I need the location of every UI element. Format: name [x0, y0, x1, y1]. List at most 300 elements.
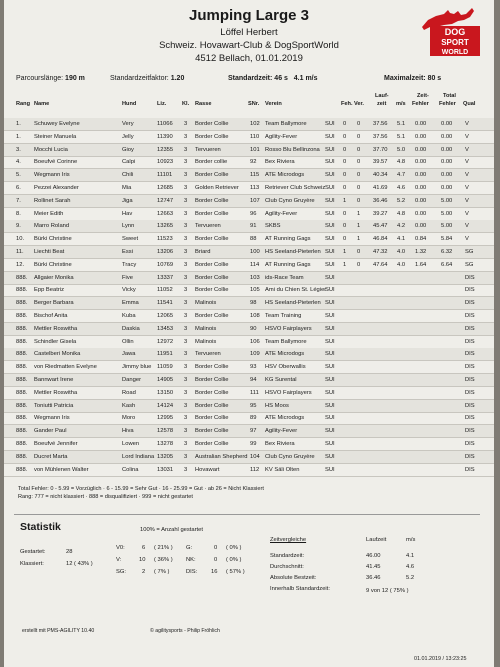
table-row: [4, 451, 494, 464]
class-cell: 3: [184, 377, 188, 383]
name-cell: von Riedmatten Evelyne: [34, 364, 97, 371]
dog-cell: Calpi: [122, 159, 136, 166]
qualification-cell: DIS: [465, 274, 475, 281]
licence-cell: 11101: [157, 172, 173, 179]
start-number-cell: 107: [250, 197, 260, 204]
rang-cell: 5.: [16, 172, 21, 179]
licence-cell: 13150: [157, 389, 174, 396]
qualification-cell: V: [465, 197, 469, 204]
class-cell: 3: [184, 146, 188, 153]
dog-cell: Gioy: [122, 146, 134, 153]
col-zeitfehler-2: Fehler: [412, 101, 429, 107]
dog-cell: Hav: [122, 210, 133, 217]
start-number-cell: 110: [250, 133, 260, 140]
max-time: Maximalzeit: 80 s: [384, 75, 442, 82]
name-cell: Schuwey Evelyne: [34, 121, 80, 127]
percent-note: 100% = Anzahl gestartet: [140, 527, 204, 533]
refusals-cell: 0: [357, 261, 361, 268]
name-cell: Berger Barbara: [34, 300, 74, 307]
speed-cell: 4.7: [397, 172, 406, 179]
qualification-cell: SG: [465, 261, 474, 268]
class-cell: 3: [184, 261, 188, 268]
col-kl: Kl.: [182, 101, 190, 107]
total-fault-cell: 0.00: [441, 172, 453, 179]
run-time-cell: 39.27: [373, 210, 388, 217]
start-number-cell: 115: [250, 172, 260, 179]
start-number-cell: 92: [250, 159, 257, 166]
breed-cell: Tervueren: [195, 351, 221, 358]
breed-cell: Border Collie: [195, 261, 229, 268]
licence-cell: 13265: [157, 223, 174, 230]
refusals-cell: 1: [357, 210, 361, 217]
country-cell: SUI: [325, 287, 335, 294]
rang-cell: 888.: [16, 377, 28, 383]
country-cell: SUI: [325, 133, 335, 140]
name-cell: Schindler Gisela: [34, 338, 77, 345]
table-row: [4, 336, 494, 349]
speed-cell: 4.6: [397, 185, 406, 191]
start-number-cell: 103: [250, 274, 260, 281]
name-cell: Bannwart Irene: [34, 377, 74, 383]
table-row: [4, 220, 494, 233]
rang-cell: 8.: [16, 210, 21, 217]
total-fault-cell: 6.64: [441, 261, 453, 268]
name-cell: Rollinet Sarah: [34, 197, 71, 204]
col-rang: Rang: [16, 101, 30, 107]
col-lauf-1: Lauf-: [375, 93, 389, 99]
club-cell: Ami du Chien St. Légier: [265, 287, 327, 294]
dog-cell: Ollin: [122, 338, 134, 345]
breed-cell: Malinois: [195, 325, 217, 332]
rang-cell: 888.: [16, 402, 28, 409]
speed-cell: 5.0: [397, 146, 406, 153]
licence-cell: 10923: [157, 159, 174, 166]
club-cell: Agility-Fever: [265, 210, 298, 217]
speed-cell: 5.2: [397, 197, 406, 204]
dog-cell: Hiva: [122, 428, 134, 435]
name-cell: Pezzei Alexander: [34, 185, 79, 191]
country-cell: SUI: [325, 185, 335, 191]
bestzeit-label: Absolute Bestzeit:: [270, 575, 317, 581]
breed-cell: Border Collie: [195, 274, 229, 281]
qualification-cell: V: [465, 210, 469, 217]
name-cell: Bürki Christine: [34, 261, 72, 268]
rang-cell: 10.: [16, 236, 25, 243]
class-cell: 3: [184, 453, 188, 460]
col-ver: Ver.: [354, 101, 364, 107]
class-cell: 3: [184, 133, 188, 140]
club-cell: HS Seeland-Pieterlen: [265, 249, 321, 255]
qualification-cell: DIS: [465, 389, 475, 396]
dog-cell: Road: [122, 389, 136, 396]
class-cell: 3: [184, 351, 188, 358]
country-cell: SUI: [325, 236, 335, 243]
time-fault-cell: 1.32: [415, 249, 427, 255]
qualification-cell: V: [465, 172, 469, 179]
refusals-cell: 0: [357, 146, 361, 153]
total-fault-cell: 5.84: [441, 236, 453, 243]
name-cell: Gander Paul: [34, 428, 67, 435]
dog-cell: Mia: [122, 185, 132, 191]
country-cell: SUI: [325, 389, 335, 396]
dog-cell: Lowen: [122, 441, 140, 447]
breed-cell: Border Collie: [195, 389, 229, 396]
club-cell: AT Running Gags: [265, 236, 311, 243]
country-cell: SUI: [325, 428, 335, 435]
breed-cell: Border Collie: [195, 441, 229, 447]
qual-nk-pct: ( 0% ): [226, 557, 242, 563]
table-row: [4, 284, 494, 297]
licence-cell: 11066: [157, 121, 173, 127]
breed-cell: Tervueren: [195, 223, 221, 230]
rang-cell: 888.: [16, 313, 28, 319]
table-header: [4, 91, 494, 115]
rang-cell: 888.: [16, 325, 28, 332]
faults-cell: 0: [343, 133, 347, 140]
club-cell: KV Säli Olten: [265, 466, 300, 473]
rang-cell: 11.: [16, 249, 24, 255]
faults-cell: 1: [343, 261, 347, 268]
rang-cell: 888.: [16, 415, 28, 422]
breed-cell: Border Collie: [195, 415, 229, 422]
refusals-cell: 1: [357, 236, 361, 243]
rang-cell: 888.: [16, 338, 28, 345]
club-cell: Team Ballymore: [265, 338, 307, 345]
run-time-cell: 39.57: [373, 159, 388, 166]
qual-dis-label: DIS:: [186, 569, 198, 575]
name-cell: Wegmann Iris: [34, 172, 70, 179]
class-cell: 3: [184, 389, 188, 396]
speed-cell: 4.0: [397, 249, 406, 255]
name-cell: Castelberi Monika: [34, 351, 81, 358]
class-cell: 3: [184, 121, 188, 127]
breed-cell: Border Collie: [195, 133, 229, 140]
standardzeit-value: 46.00: [366, 553, 381, 559]
table-row: [4, 233, 494, 246]
table-row: [4, 259, 494, 272]
club-cell: HSV Oberwallis: [265, 364, 306, 371]
club-cell: HS Seeland-Pieterlen: [265, 300, 321, 307]
dog-cell: Essi: [122, 249, 133, 255]
qual-sg-pct: ( 7% ): [154, 569, 170, 575]
refusals-cell: 0: [357, 249, 361, 255]
table-row: [4, 246, 494, 259]
speed-cell: 4.8: [397, 159, 406, 166]
organizer: Schweiz. Hovawart-Club & DogSportWorld: [159, 40, 339, 51]
location-date: 4512 Bellach, 01.01.2019: [195, 53, 303, 64]
licence-cell: 12065: [157, 313, 174, 319]
copyright: © agilitysports - Philip Fröhlich: [150, 628, 220, 634]
qual-v0-pct: ( 21% ): [154, 545, 173, 551]
start-number-cell: 91: [250, 223, 257, 230]
col-total-2: Fehler: [439, 101, 456, 107]
speed-cell: 4.2: [397, 223, 406, 230]
rang-cell: 888.: [16, 453, 28, 460]
country-cell: SUI: [325, 197, 335, 204]
country-cell: SUI: [325, 338, 335, 345]
name-cell: Meier Edith: [34, 210, 64, 217]
class-cell: 3: [184, 159, 188, 166]
licence-cell: 14124: [157, 402, 174, 409]
table-row: [4, 374, 494, 387]
name-cell: von Mühlenen Walter: [34, 466, 89, 473]
faults-cell: 1: [343, 249, 347, 255]
start-number-cell: 88: [250, 236, 257, 243]
rang-cell: 3.: [16, 146, 21, 153]
bestzeit-value: 36.46: [366, 575, 381, 581]
licence-cell: 13337: [157, 274, 174, 281]
qual-nk-value: 0: [214, 557, 218, 563]
dog-cell: Jimmy blue: [122, 364, 152, 371]
licence-cell: 11541: [157, 300, 173, 307]
table-row: [4, 361, 494, 374]
class-cell: 3: [184, 223, 188, 230]
rang-cell: 4.: [16, 159, 21, 166]
club-cell: HS Moos: [265, 402, 289, 409]
class-cell: 3: [184, 325, 188, 332]
rang-cell: 9.: [16, 223, 21, 230]
faults-cell: 0: [343, 121, 347, 127]
country-cell: SUI: [325, 210, 335, 217]
name-cell: Boeufvé Jennifer: [34, 441, 78, 447]
rang-cell: 888.: [16, 300, 28, 307]
innerhalb-value: 9 von 12 ( 75% ): [366, 588, 409, 594]
time-fault-cell: 0.00: [415, 159, 427, 166]
class-cell: 3: [184, 197, 188, 204]
start-number-cell: 97: [250, 428, 257, 435]
licence-cell: 11951: [157, 351, 173, 358]
svg-text:SPORT: SPORT: [441, 38, 469, 47]
run-time-cell: 37.56: [373, 133, 388, 140]
qualification-cell: V: [465, 133, 469, 140]
col-snr: SNr.: [248, 101, 260, 107]
time-fault-cell: 0.00: [415, 172, 427, 179]
rang-cell: 12.: [16, 261, 25, 268]
speed-cell: 4.1: [397, 236, 406, 243]
club-cell: ATE Microdogs: [265, 415, 305, 422]
qual-v-value: 10: [139, 557, 146, 563]
start-number-cell: 89: [250, 415, 257, 422]
course-length: Parcourslänge: 190 m: [16, 75, 85, 82]
country-cell: SUI: [325, 351, 335, 358]
dog-cell: Lynn: [122, 223, 135, 230]
refusals-cell: 0: [357, 133, 361, 140]
name-cell: Epp Beatriz: [34, 287, 64, 294]
qual-v0-value: 6: [142, 545, 146, 551]
qualification-cell: DIS: [465, 402, 475, 409]
faults-cell: 0: [343, 146, 347, 153]
club-cell: Agility-Fever: [265, 133, 298, 140]
dog-cell: Kash: [122, 402, 136, 409]
qualification-cell: DIS: [465, 300, 475, 307]
speed-cell: 5.1: [397, 133, 406, 140]
qual-dis-pct: ( 57% ): [226, 569, 245, 575]
speed-cell: 4.8: [397, 210, 406, 217]
name-cell: Liechti Beat: [34, 249, 65, 255]
faults-cell: 0: [343, 172, 347, 179]
breed-cell: Malinois: [195, 338, 217, 345]
country-cell: SUI: [325, 364, 335, 371]
qualification-cell: V: [465, 146, 469, 153]
qualification-cell: DIS: [465, 287, 475, 294]
time-fault-cell: 0.84: [415, 236, 427, 243]
time-fault-cell: 0.00: [415, 197, 427, 204]
club-cell: Retriever Club Schweiz: [265, 185, 326, 191]
licence-cell: 14905: [157, 377, 174, 383]
faults-cell: 0: [343, 210, 347, 217]
dog-cell: Kuba: [122, 313, 136, 319]
country-cell: SUI: [325, 377, 335, 383]
laufzeit-header: Laufzeit: [366, 537, 387, 543]
start-number-cell: 98: [250, 300, 257, 307]
licence-cell: 13453: [157, 325, 174, 332]
qualification-cell: V: [465, 223, 469, 230]
judge-name: Löffel Herbert: [220, 27, 278, 38]
qualification-cell: DIS: [465, 441, 475, 447]
table-row: [4, 144, 494, 157]
rang-cell: 888.: [16, 441, 28, 447]
results-sheet: [4, 0, 494, 667]
licence-cell: 12663: [157, 210, 174, 217]
club-cell: HSVO Fairplayers: [265, 389, 312, 396]
start-number-cell: 113: [250, 185, 260, 191]
run-time-cell: 36.46: [373, 197, 388, 204]
name-cell: Bischof Anita: [34, 313, 68, 319]
dog-cell: Daskia: [122, 325, 140, 332]
faults-cell: 0: [343, 159, 347, 166]
dog-cell: Five: [122, 274, 133, 281]
class-cell: 3: [184, 287, 188, 294]
durchschnitt-value: 41.45: [366, 564, 381, 570]
run-time-cell: 37.56: [373, 121, 388, 127]
col-lauf-2: zeit: [377, 101, 387, 107]
breed-cell: Border Collie: [195, 364, 229, 371]
total-fault-cell: 0.00: [441, 133, 453, 140]
club-cell: Team Training: [265, 313, 302, 319]
dog-cell: Colina: [122, 466, 139, 473]
refusals-cell: 0: [357, 185, 361, 191]
class-cell: 3: [184, 441, 188, 447]
klassiert-value: 12 ( 43% ): [66, 561, 93, 567]
time-fault-cell: 0.00: [415, 121, 427, 127]
start-number-cell: 94: [250, 377, 257, 383]
qualification-cell: DIS: [465, 428, 475, 435]
col-ms: m/s: [396, 101, 406, 107]
qual-v-label: V:: [116, 557, 122, 563]
standardzeit-label: Standardzeit:: [270, 553, 305, 559]
speed-cell: 4.0: [397, 261, 406, 268]
run-time-cell: 45.47: [373, 223, 388, 230]
breed-cell: Border Collie: [195, 287, 229, 294]
class-cell: 3: [184, 466, 188, 473]
rang-cell: 888.: [16, 287, 28, 294]
country-cell: SUI: [325, 453, 335, 460]
gestartet-value: 28: [66, 549, 73, 555]
qualification-cell: V: [465, 159, 469, 166]
qual-sg-label: SG:: [116, 569, 126, 575]
col-name: Name: [34, 101, 50, 107]
start-number-cell: 112: [250, 466, 260, 473]
total-fault-cell: 0.00: [441, 159, 453, 166]
country-cell: SUI: [325, 159, 335, 166]
start-number-cell: 95: [250, 402, 257, 409]
qualification-cell: DIS: [465, 415, 475, 422]
class-cell: 3: [184, 185, 188, 191]
refusals-cell: 0: [357, 159, 361, 166]
qual-g-pct: ( 0% ): [226, 545, 242, 551]
breed-cell: Border Collie: [195, 428, 229, 435]
time-fault-cell: 0.00: [415, 185, 427, 191]
club-cell: Agility-Fever: [265, 428, 298, 435]
dog-cell: Vicky: [122, 287, 136, 294]
rang-cell: 6.: [16, 185, 21, 191]
breed-cell: Border Collie: [195, 377, 229, 383]
page-title: Jumping Large 3: [188, 7, 310, 24]
col-feh: Feh.: [341, 101, 353, 107]
table-row: [4, 425, 494, 438]
licence-cell: 13205: [157, 453, 174, 460]
table-row: [4, 387, 494, 400]
rang-cell: 888.: [16, 428, 28, 435]
qual-sg-value: 2: [142, 569, 146, 575]
breed-cell: Hovawart: [195, 466, 220, 473]
col-rasse: Rasse: [195, 101, 212, 107]
rang-cell: 888.: [16, 274, 28, 281]
class-cell: 3: [184, 236, 188, 243]
dog-cell: Sweet: [122, 236, 139, 243]
name-cell: Ducret Marta: [34, 453, 68, 460]
qual-v0-label: V0:: [116, 545, 125, 551]
start-number-cell: 105: [250, 287, 260, 294]
start-number-cell: 109: [250, 351, 260, 358]
name-cell: Bürki Christine: [34, 236, 72, 243]
club-cell: Team Ballymore: [265, 121, 307, 127]
table-row: [4, 400, 494, 413]
qualification-cell: DIS: [465, 364, 475, 371]
col-hund: Hund: [122, 101, 137, 107]
table-row: [4, 182, 494, 195]
qualification-cell: DIS: [465, 351, 475, 358]
licence-cell: 12685: [157, 185, 174, 191]
club-cell: Club Cyno Gruyère: [265, 453, 315, 460]
run-time-cell: 47.64: [373, 261, 388, 268]
col-liz: Liz.: [157, 101, 167, 107]
col-zeitfehler-1: Zeit-: [417, 93, 429, 99]
table-row: [4, 156, 494, 169]
statistics-section: [14, 514, 480, 601]
start-number-cell: 96: [250, 210, 257, 217]
rang-cell: 888.: [16, 364, 28, 371]
licence-cell: 11523: [157, 236, 173, 243]
licence-cell: 12578: [157, 428, 174, 435]
club-cell: Club Cyno Gruyère: [265, 197, 315, 204]
table-row: [4, 464, 494, 477]
country-cell: SUI: [325, 300, 335, 307]
standardzeit-ms: 4.1: [406, 553, 415, 559]
dog-cell: Very: [122, 121, 134, 127]
dog-cell: Moro: [122, 415, 136, 422]
run-time-cell: 47.32: [373, 249, 388, 255]
total-fault-cell: 6.32: [441, 249, 453, 255]
club-cell: ATE Microdogs: [265, 172, 305, 179]
faults-cell: 1: [343, 197, 347, 204]
run-time-cell: 41.69: [373, 185, 388, 191]
total-fault-cell: 5.00: [441, 210, 453, 217]
club-cell: ids-Race Team: [265, 274, 304, 281]
qual-dis-value: 16: [211, 569, 218, 575]
total-fault-cell: 0.00: [441, 121, 453, 127]
standard-time: Standardzeit: 46 s 4.1 m/s: [228, 75, 318, 82]
